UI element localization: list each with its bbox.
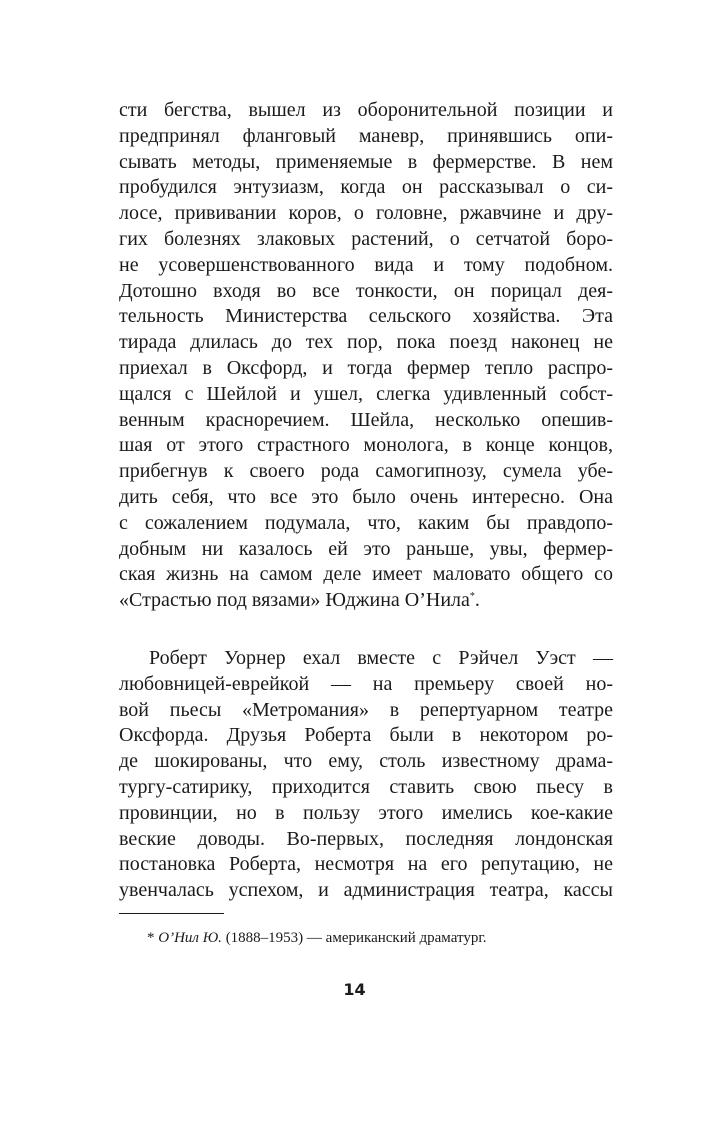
- text-line: тургу-сатирику, приходится ставить свою пьесу в: [119, 775, 613, 798]
- text-line: любовницей-еврейкой — на премьеру своей но-: [119, 672, 613, 695]
- page-number: 14: [343, 980, 366, 999]
- text-line: дить себя, что все это было очень интересно. Она: [119, 485, 613, 508]
- text-line: гих болезнях злаковых растений, о сетчатой боро-: [119, 227, 613, 250]
- text-line: де шокированы, что ему, столь известному драма-: [119, 750, 613, 773]
- text-line-first: Роберт Уорнер ехал вместе с Рэйчел Уэст —: [149, 647, 613, 669]
- footnote-divider: [119, 913, 224, 914]
- text-line: щался с Шейлой и ушел, слегка удивленный собст-: [119, 382, 613, 405]
- text-line: приехал в Оксфорд, и тогда фермер тепло распро-: [119, 356, 613, 379]
- text-line: Оксфорда. Друзья Роберта были в некотором ро-: [119, 724, 613, 747]
- text-line: сти бегства, вышел из оборонительной позиции и: [119, 99, 613, 121]
- text-line: лосе, прививании коров, о головне, ржавчине и дру-: [119, 202, 613, 225]
- text-line-last: «Страстью под вязами» Юджина О’Нила*.: [119, 589, 480, 612]
- footnote-text: (1888–1953) — американский драматург.: [225, 930, 487, 946]
- text-line: веские доводы. Во-первых, последняя лондонская: [119, 827, 613, 850]
- text-line: увенчалась успехом, и администрация театра, кассы: [119, 879, 613, 902]
- text-line: предпринял фланговый маневр, принявшись опи-: [119, 124, 613, 147]
- text-line: ская жизнь на самом деле имеет маловато общего со: [119, 563, 613, 586]
- text-line: тельность Министерства сельского хозяйства. Эта: [119, 305, 613, 328]
- text-line: провинции, но в пользу этого имелись кое-какие: [119, 801, 613, 824]
- text-line: вой пьесы «Метромания» в репертуарном театре: [119, 698, 613, 721]
- footnote: [147, 928, 607, 948]
- text-line: не усовершенствованного вида и тому подобном.: [119, 253, 613, 276]
- text-line: добным ни казалось ей это раньше, увы, фермер-: [119, 537, 613, 560]
- text-line-content: «Страстью под вязами» Юджина О’Нила: [119, 589, 470, 612]
- footnote-marker: *: [147, 930, 155, 946]
- text-line: Дотошно входя во все тонкости, он порицал дея-: [119, 279, 613, 302]
- footnote-author: О’Нил Ю.: [158, 930, 222, 946]
- text-line: прибегнув к своего рода самогипнозу, сумела убе-: [119, 460, 613, 483]
- paragraph-2: [119, 646, 613, 904]
- text-line: венным красноречием. Шейла, несколько опешив-: [119, 408, 613, 431]
- text-line: постановка Роберта, несмотря на его репутацию, не: [119, 853, 613, 876]
- text-line: с сожалением подумала, что, каким бы правдопо-: [119, 511, 613, 534]
- paragraph-1: [119, 98, 613, 614]
- text-line: шая от этого страстного монолога, в конце концов,: [119, 434, 613, 457]
- text-line: пробудился энтузиазм, когда он рассказывал о си-: [119, 176, 613, 199]
- footnote-reference[interactable]: *: [469, 591, 475, 603]
- text-line: сывать методы, применяемые в фермерстве. В нем: [119, 150, 613, 173]
- text-line: тирада длилась до тех пор, пока поезд наконец не: [119, 331, 613, 354]
